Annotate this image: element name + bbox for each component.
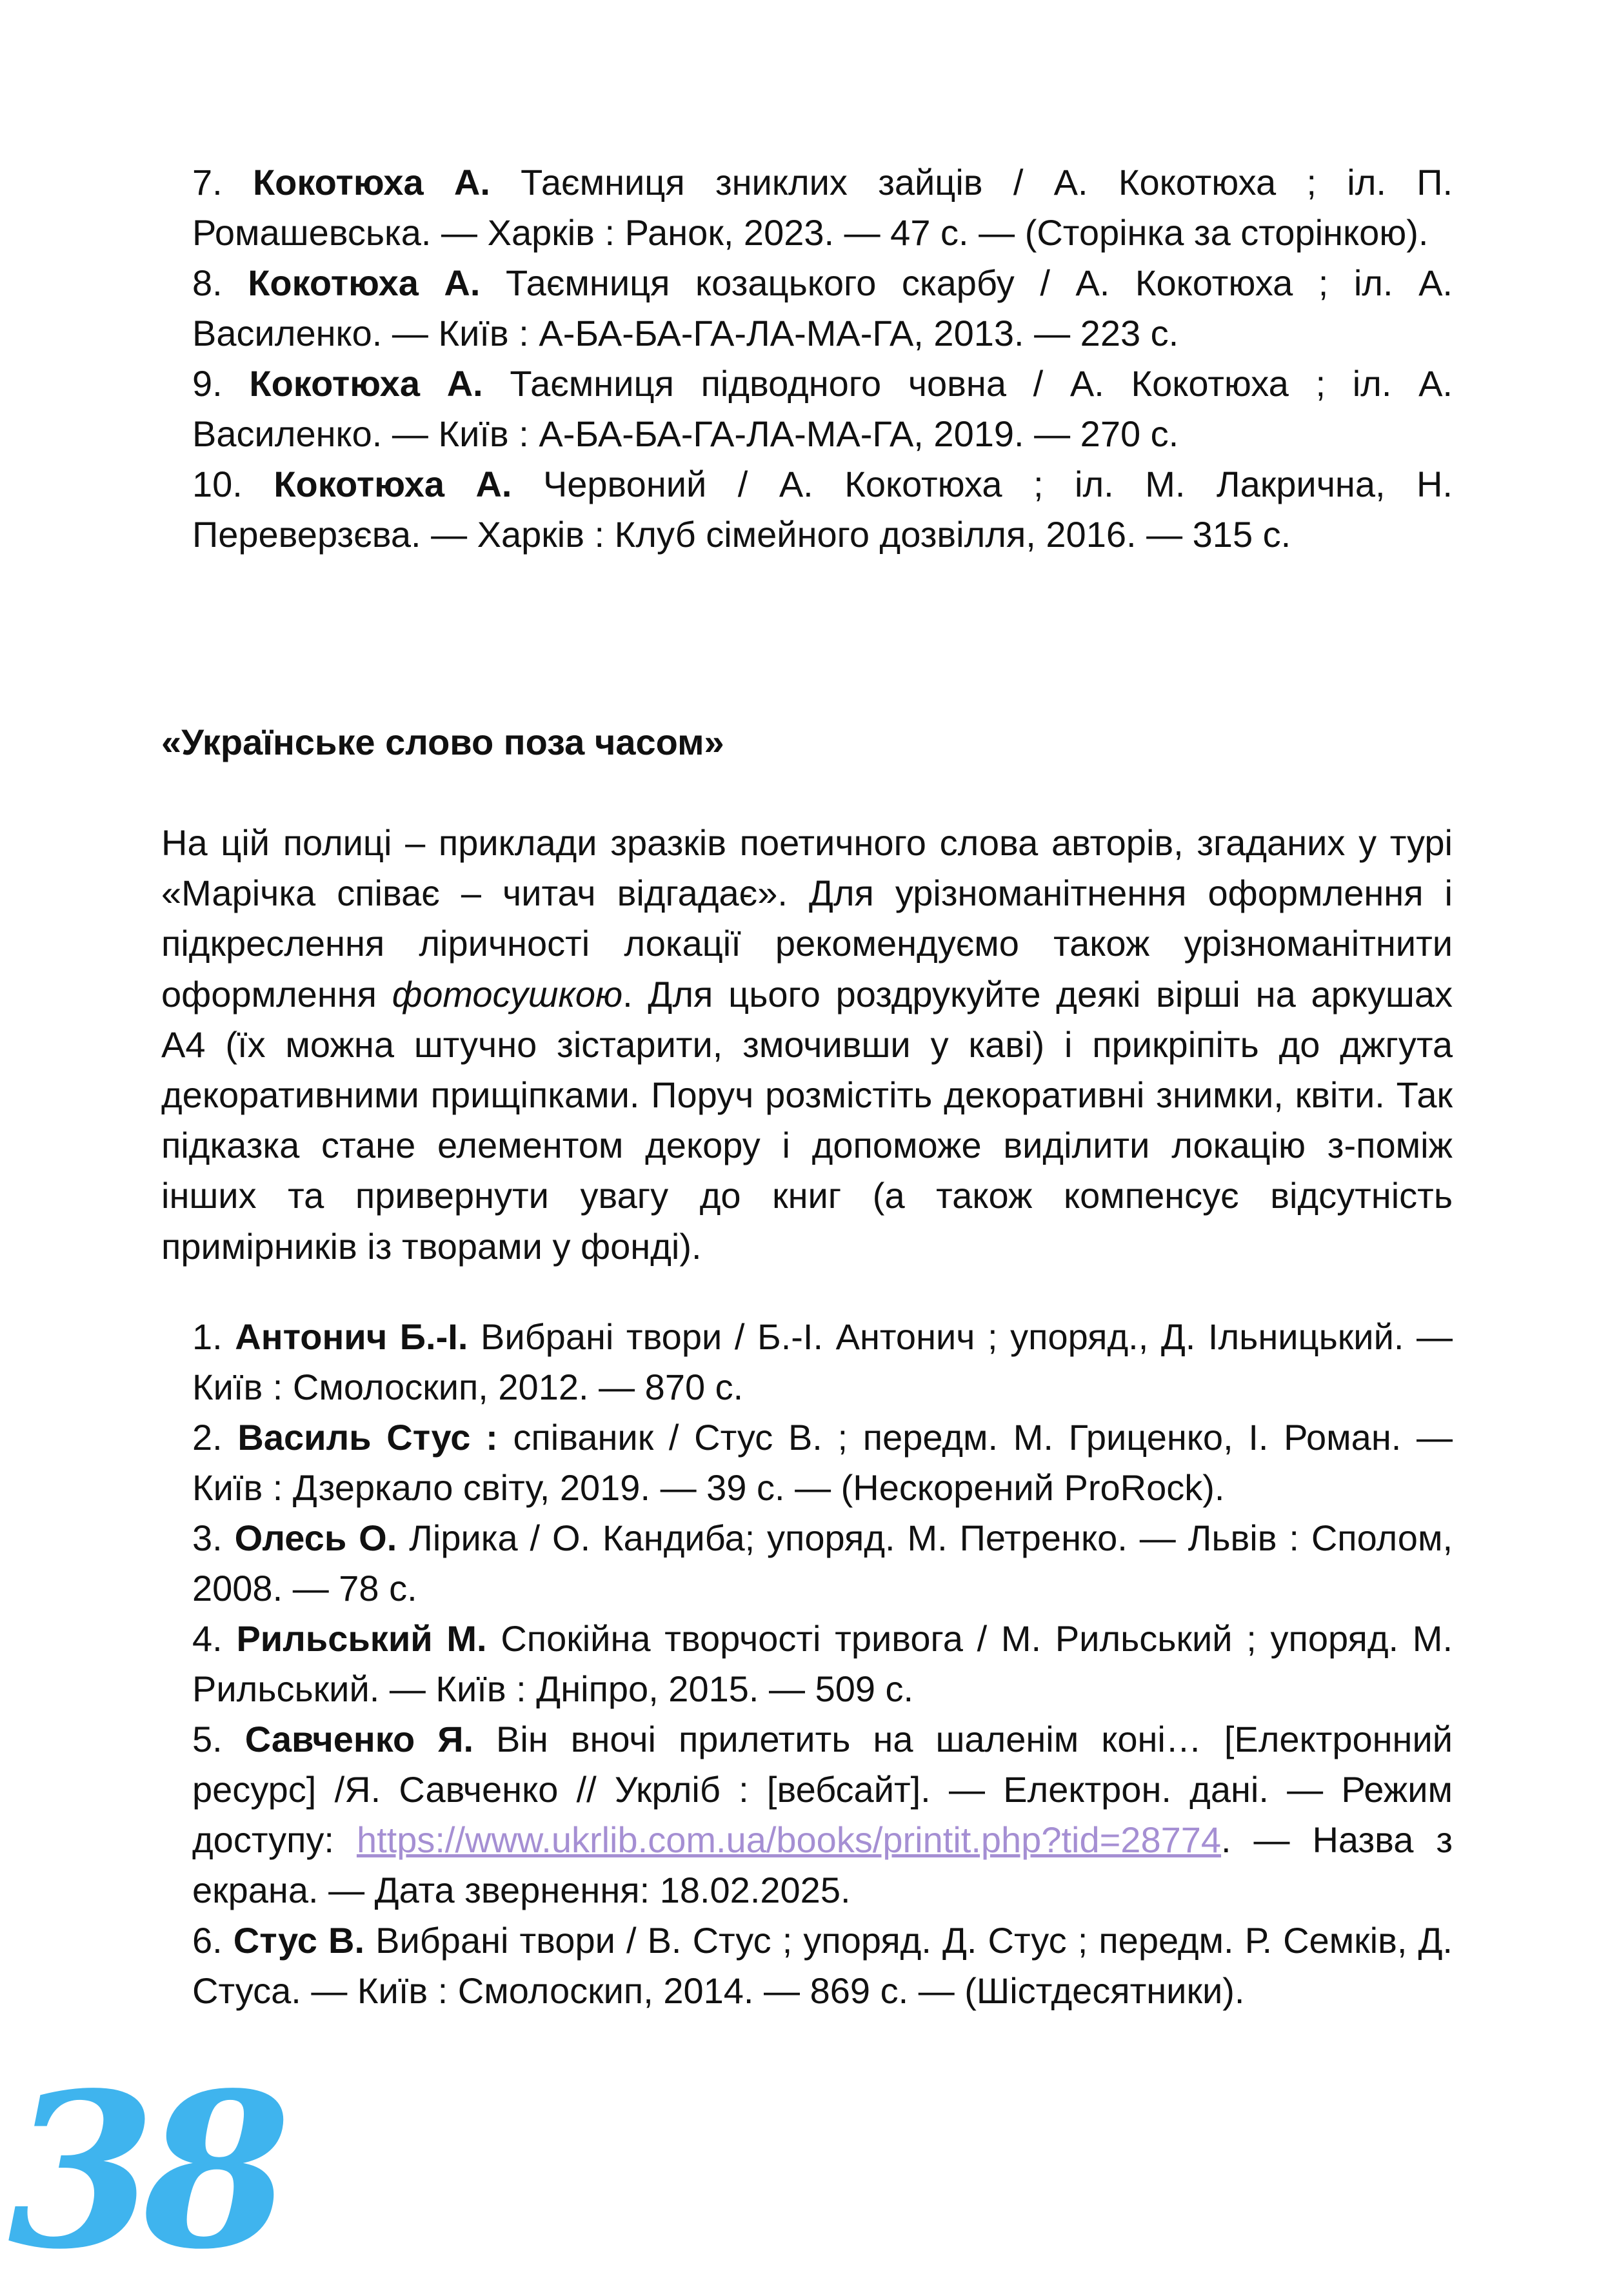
entry-author: Стус В.: [233, 1920, 365, 1961]
entry-author: Василь Стус :: [237, 1417, 498, 1458]
list-item: 2. Василь Стус : співаник / Стус В. ; передм. М. Гриценко, І. Роман. — Київ : Дзеркало світу, 2019. — 39 с. — (Нескорений ProRock).: [192, 1417, 1453, 1508]
list-item: 9. Кокотюха А. Таємниця підводного човна / А. Кокотюха ; іл. А. Василенко. — Київ : А-БА-БА-ГА-ЛА-МА-ГА, 2019. — 270 с.: [192, 363, 1453, 454]
list-item: 8. Кокотюха А. Таємниця козацького скарбу / А. Кокотюха ; іл. А. Василенко. — Київ : А-БА-БА-ГА-ЛА-МА-ГА, 2013. — 223 с.: [192, 262, 1453, 353]
list-item: 5. Савченко Я. Він вночі прилетить на шаленім коні… [Електронний ресурс] /Я. Савченко // Укрліб : [вебсайт]. — Електрон. дані. — Режим доступу: https://www.ukrlib.com.ua/books/printit.php?tid=28774. — Назва з екрана. — Дата звернення: 18.02.2025.: [192, 1719, 1453, 1910]
list-item: 1. Антонич Б.-І. Вибрані твори / Б.-І. Антонич ; упоряд., Д. Ільницький. — Київ : Смолоскип, 2012. — 870 с.: [192, 1316, 1453, 1407]
section-paragraph: На цій полиці – приклади зразків поетичного слова авторів, згаданих у турі «Марічка співає – читач відгадає». Для урізноманітнення оформлення і підкреслення ліричності локації рекомендуємо також урізноманітнити оформлення фотосушкою. Для цього роздрукуйте деякі вірші на аркушах А4 (їх можна штучно зістарити, змочивши у каві) і прикріпіть до джгута декоративними прищіпками. Поруч розмістіть декоративні знимки, квіти. Так підказка стане елементом декору і допоможе виділити локацію з-поміж інших та привернути увагу до книг (а також компенсує відсутність примірників із творами у фонді).: [161, 822, 1453, 1267]
entry-author: Кокотюха А.: [252, 162, 490, 203]
entry-text: Він вночі прилетить на шаленім коні… [Електронний ресурс] /Я. Савченко // Укрліб : [вебсайт]. — Електрон. дані. — Режим доступу:: [192, 1719, 1453, 1860]
entry-text-after: . — Назва з екрана. — Дата звернення: 18.02.2025.: [192, 1819, 1453, 1910]
entry-author: Кокотюха А.: [248, 262, 481, 303]
page-number: 38: [8, 2046, 279, 2296]
entry-text: Спокійна творчості тривога / М. Рильський ; упоряд. М. Рильський. — Київ : Дніпро, 2015. — 509 с.: [192, 1618, 1453, 1709]
list-item: 10. Кокотюха А. Червоний / А. Кокотюха ; іл. М. Лакрична, Н. Переверзєва. — Харків : Клуб сімейного дозвілля, 2016. — 315 с.: [192, 464, 1453, 555]
entry-author: Кокотюха А.: [273, 464, 512, 504]
list-item: 3. Олесь О. Лірика / О. Кандиба; упоряд. М. Петренко. — Львів : Сполом, 2008. — 78 с.: [192, 1518, 1453, 1608]
italic-term: фотосушкою: [392, 973, 623, 1014]
list-item: 7. Кокотюха А. Таємниця зниклих зайців / А. Кокотюха ; іл. П. Ромашевська. — Харків : Ранок, 2023. — 47 с. — (Сторінка за сторінкою).: [192, 162, 1453, 253]
section-heading: «Українське слово поза часом»: [161, 722, 724, 762]
entry-text: Вибрані твори / В. Стус ; упоряд. Д. Стус ; передм. Р. Семків, Д. Стуса. — Київ : Смолоскип, 2014. — 869 с. — (Шістдесятники).: [192, 1920, 1453, 2011]
entry-text: Таємниця козацького скарбу / А. Кокотюха ; іл. А. Василенко. — Київ : А-БА-БА-ГА-ЛА-МА-ГА, 2013. — 223 с.: [192, 262, 1453, 353]
bibliography-list-top: [192, 157, 1453, 560]
entry-author: Рильський М.: [236, 1618, 487, 1659]
entry-text: Червоний / А. Кокотюха ; іл. М. Лакрична, Н. Переверзєва. — Харків : Клуб сімейного дозвілля, 2016. — 315 с.: [192, 464, 1453, 555]
entry-author: Олесь О.: [234, 1518, 397, 1558]
entry-author: Антонич Б.-І.: [235, 1316, 468, 1357]
entry-text: співаник / Стус В. ; передм. М. Гриценко, І. Роман. — Київ : Дзеркало світу, 2019. — 39 с. — (Нескорений ProRock).: [192, 1417, 1453, 1508]
resource-link[interactable]: https://www.ukrlib.com.ua/books/printit.php?tid=28774: [356, 1819, 1222, 1860]
entry-text: Таємниця підводного човна / А. Кокотюха ; іл. А. Василенко. — Київ : А-БА-БА-ГА-ЛА-МА-ГА, 2019. — 270 с.: [192, 363, 1453, 454]
entry-author: Савченко Я.: [244, 1719, 474, 1759]
list-item: 4. Рильський М. Спокійна творчості тривога / М. Рильський ; упоряд. М. Рильський. — Київ : Дніпро, 2015. — 509 с.: [192, 1618, 1453, 1709]
entry-author: Кокотюха А.: [249, 363, 483, 404]
entry-text: Таємниця зниклих зайців / А. Кокотюха ; іл. П. Ромашевська. — Харків : Ранок, 2023. — 47 с. — (Сторінка за сторінкою).: [192, 162, 1453, 253]
list-item: 6. Стус В. Вибрані твори / В. Стус ; упоряд. Д. Стус ; передм. Р. Семків, Д. Стуса. — Київ : Смолоскип, 2014. — 869 с. — (Шістдесятники).: [192, 1920, 1453, 2011]
entry-text: Вибрані твори / Б.-І. Антонич ; упоряд., Д. Ільницький. — Київ : Смолоскип, 2012. — 870 с.: [192, 1316, 1453, 1407]
bibliography-list-bottom: [192, 1312, 1453, 2016]
entry-text: Лірика / О. Кандиба; упоряд. М. Петренко. — Львів : Сполом, 2008. — 78 с.: [192, 1518, 1453, 1608]
